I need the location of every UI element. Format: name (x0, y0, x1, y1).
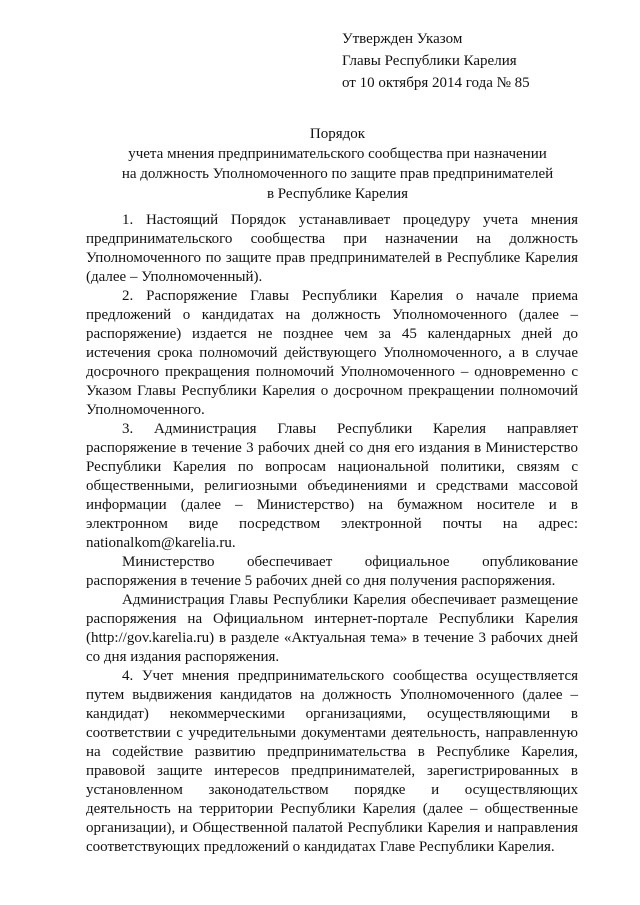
title-line-2: на должность Уполномоченного по защите прав предпринимателей (121, 166, 554, 182)
document-body (86, 211, 578, 857)
approval-stamp (342, 28, 530, 94)
document-title (80, 124, 595, 204)
title-line-1: учета мнения предпринимательского сообщества при назначении (128, 146, 547, 162)
paragraph-1: 1. Настоящий Порядок устанавливает процедуру учета мнения предпринимательского сообщества при назначении на должность Уполномоченного по защите прав предпринимателей в Республике Карелия (далее – Уполномоченный). (86, 212, 578, 285)
paragraph-4: Министерство обеспечивает официальное опубликование распоряжения в течение 5 рабочих дней со дня получения распоряжения. (86, 554, 578, 589)
title-heading: Порядок (309, 126, 366, 142)
approval-line-2: Главы Республики Карелия (342, 53, 517, 69)
paragraph-6: 4. Учет мнения предпринимательского сообщества осуществляется путем выдвижения кандидатов на должность Уполномоченного (далее – кандидат) некоммерческими организациями, осуществляющими в соответствии с учредительными документами деятельность, направленную на содействие развитию предпринимательства в Республике Карелия, правовой защите интересов предпринимателей, зарегистрированных в установленном законодательством порядке и осуществляющих деятельность на территории Республики Карелия (далее – общественные организации), и Общественной палатой Республики Карелия и направления соответствующих предложений о кандидатах Главе Республики Карелия. (86, 668, 578, 855)
paragraph-5: Администрация Главы Республики Карелия обеспечивает размещение распоряжения на Официальном интернет-портале Республики Карелия (http://gov.karelia.ru) в разделе «Актуальная тема» в течение 3 рабочих дней со дня издания распоряжения. (86, 592, 578, 665)
approval-line-3: от 10 октября 2014 года № 85 (342, 75, 530, 91)
approval-line-1: Утвержден Указом (342, 31, 463, 47)
paragraph-2: 2. Распоряжение Главы Республики Карелия о начале приема предложений о кандидатах на должность Уполномоченного (далее – распоряжение) издается не позднее чем за 45 календарных дней до истечения срока полномочий действующего Уполномоченного, а в случае досрочного прекращения полномочий Уполномоченного – одновременно с Указом Главы Республики Карелия о досрочном прекращении полномочий Уполномоченного. (86, 288, 578, 418)
paragraph-3: 3. Администрация Главы Республики Карелия направляет распоряжение в течение 3 рабочих дней со дня его издания в Министерство Республики Карелия по вопросам национальной политики, связям с общественными, религиозными объединениями и средствами массовой информации (далее – Министерство) на бумажном носителе и в электронном виде посредством электронной почты на адрес: nationalkom@karelia.ru. (86, 421, 578, 551)
title-line-3: в Республике Карелия (266, 186, 409, 202)
